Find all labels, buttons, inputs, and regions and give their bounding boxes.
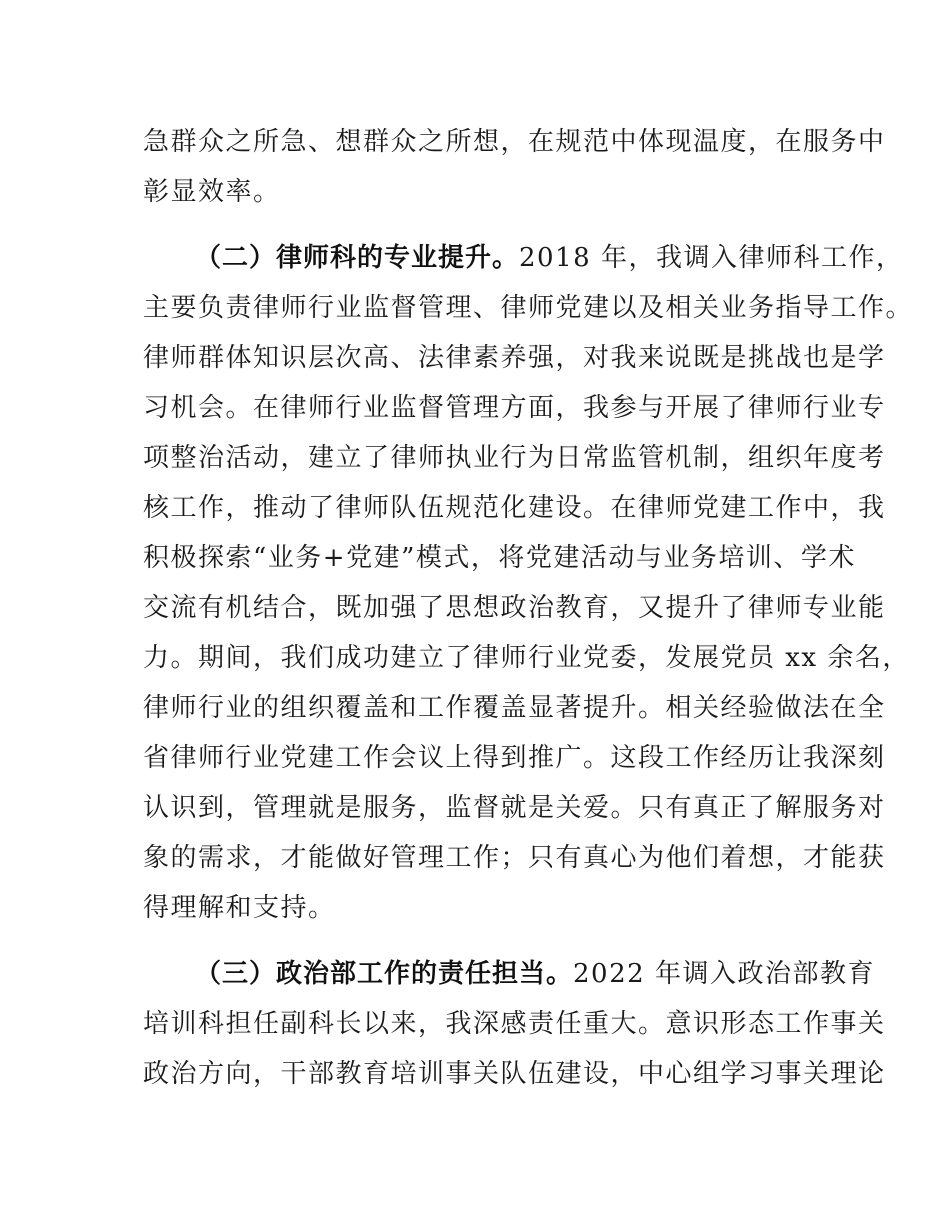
paragraph-2-line: 积极探索“业务+党建”模式，将党建活动与业务培训、学术 [143,543,856,573]
paragraph-3-line: 政治方向，干部教育培训事关队伍建设，中心组学习事关理论 [143,1059,886,1089]
paragraph-2-line: 得理解和支持。 [143,893,336,923]
paragraph-2-first-line [195,242,903,274]
paragraph-1-line-1: 急群众之所急、想群众之所想，在规范中体现温度，在服务中 [143,127,886,157]
paragraph-1-line-2: 彰显效率。 [143,177,281,207]
paragraph-2-line: 力。期间，我们成功建立了律师行业党委，发展党员 xx 余名， [143,643,910,673]
paragraph-2-line: 律师群体知识层次高、法律素养强，对我来说既是挑战也是学 [143,343,886,373]
paragraph-2-line: 交流有机结合，既加强了思想政治教育，又提升了律师专业能 [143,593,886,623]
paragraph-3-line: 培训科担任副科长以来，我深感责任重大。意识形态工作事关 [143,1009,886,1039]
paragraph-2-line: 主要负责律师行业监督管理、律师党建以及相关业务指导工作。 [143,293,914,323]
section-heading-lawyer-division: （二）律师科的专业提升。 [195,243,520,273]
paragraph-2-line: 省律师行业党建工作会议上得到推广。这段工作经历让我深刻 [143,743,886,773]
paragraph-3-first-line-text: 2022 年调入政治部教育 [573,959,875,989]
paragraph-2-first-line-text: 2018 年，我调入律师科工作， [519,243,904,273]
section-heading-political-department: （三）政治部工作的责任担当。 [195,959,574,989]
paragraph-2-line: 律师行业的组织覆盖和工作覆盖显著提升。相关经验做法在全 [143,693,886,723]
paragraph-2-line: 核工作，推动了律师队伍规范化建设。在律师党建工作中，我 [143,493,886,523]
paragraph-2-line: 习机会。在律师行业监督管理方面，我参与开展了律师行业专 [143,393,886,423]
paragraph-2-line: 认识到，管理就是服务，监督就是关爱。只有真正了解服务对 [143,793,886,823]
paragraph-2-line: 象的需求，才能做好管理工作；只有真心为他们着想，才能获 [143,843,886,873]
paragraph-3-first-line [195,958,875,990]
paragraph-2-line: 项整治活动，建立了律师执业行为日常监管机制，组织年度考 [143,443,886,473]
